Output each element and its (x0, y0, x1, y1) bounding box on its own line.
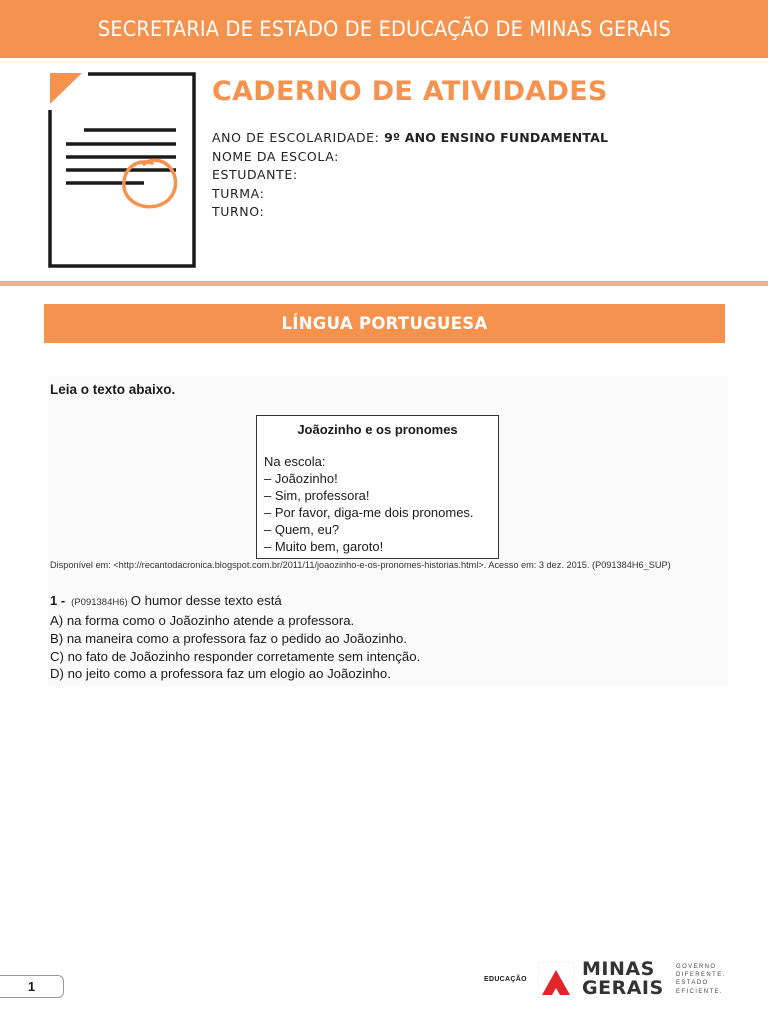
shift-label: TURNO: (212, 204, 265, 219)
question-number: 1 - (50, 593, 66, 608)
school-year-label: ANO DE ESCOLARIDADE: (212, 130, 385, 145)
reading-instruction: Leia o texto abaixo. (50, 382, 176, 397)
text-line: – Quem, eu? (264, 522, 340, 537)
class-label: TURMA: (212, 185, 265, 201)
question-code: (P091384H6) (71, 597, 128, 608)
text-line: – Sim, professora! (264, 488, 370, 503)
question-header (50, 592, 420, 612)
answer-option-d: D) no jeito como a professora faz um elogio ao Joãozinho. (50, 666, 391, 682)
subject-title: LÍNGUA PORTUGUESA (281, 314, 488, 333)
activity-content (48, 376, 728, 686)
text-title: Joãozinho e os pronomes (297, 422, 458, 437)
document-icon (48, 72, 198, 270)
question-1 (50, 592, 420, 683)
question-stem: O humor desse texto está (130, 593, 282, 608)
agency-title: SECRETARIA DE ESTADO DE EDUCAÇÃO DE MINAS GERAIS (97, 17, 671, 41)
notebook-title: CADERNO DE ATIVIDADES (212, 76, 608, 107)
school-year-line (212, 129, 752, 148)
text-line: – Joãozinho! (264, 471, 338, 486)
logo-tagline (676, 963, 726, 996)
tagline-line: EFICIENTE. (676, 988, 724, 995)
logo-wordmark (582, 960, 664, 998)
text-source: Disponível em: <http://recantodacronica.blogspot.com.br/2011/11/joaozinho-e-os-pronomes-historias.html>. Acesso em: 3 dez. 2015. (P091384H6_SUP) (50, 560, 671, 570)
student-label: ESTUDANTE: (212, 167, 298, 182)
text-line: – Muito bem, garoto! (264, 539, 384, 554)
text-line: Na escola: (264, 454, 326, 469)
answer-option-a: A) na forma como o Joãozinho atende a professora. (50, 613, 355, 628)
header-divider (0, 281, 768, 286)
answer-option-c: C) no fato de Joãozinho responder corretamente sem intenção. (50, 648, 421, 664)
tagline-line: GOVERNO (676, 964, 717, 970)
logo-line-1: MINAS (582, 958, 655, 980)
student-info (212, 129, 752, 222)
school-year-value: 9º ANO ENSINO FUNDAMENTAL (384, 130, 609, 145)
text-line: – Por favor, diga-me dois pronomes. (264, 505, 474, 520)
page-number: 1 (0, 975, 64, 998)
subject-bar (44, 304, 725, 343)
tagline-line: DIFERENTE. (676, 972, 726, 979)
reading-text-box (256, 415, 499, 559)
minas-gerais-logo (484, 960, 734, 1000)
header-info (212, 76, 752, 222)
tagline-line: ESTADO (676, 980, 709, 987)
header-bar (0, 0, 768, 58)
answer-option-b: B) na maneira como a professora faz o pedido ao Joãozinho. (50, 630, 408, 646)
school-name-label: NOME DA ESCOLA: (212, 148, 339, 164)
education-label: EDUCAÇÃO (484, 976, 527, 983)
mountain-logo-icon (538, 962, 574, 998)
logo-line-2: GERAIS (582, 977, 664, 999)
